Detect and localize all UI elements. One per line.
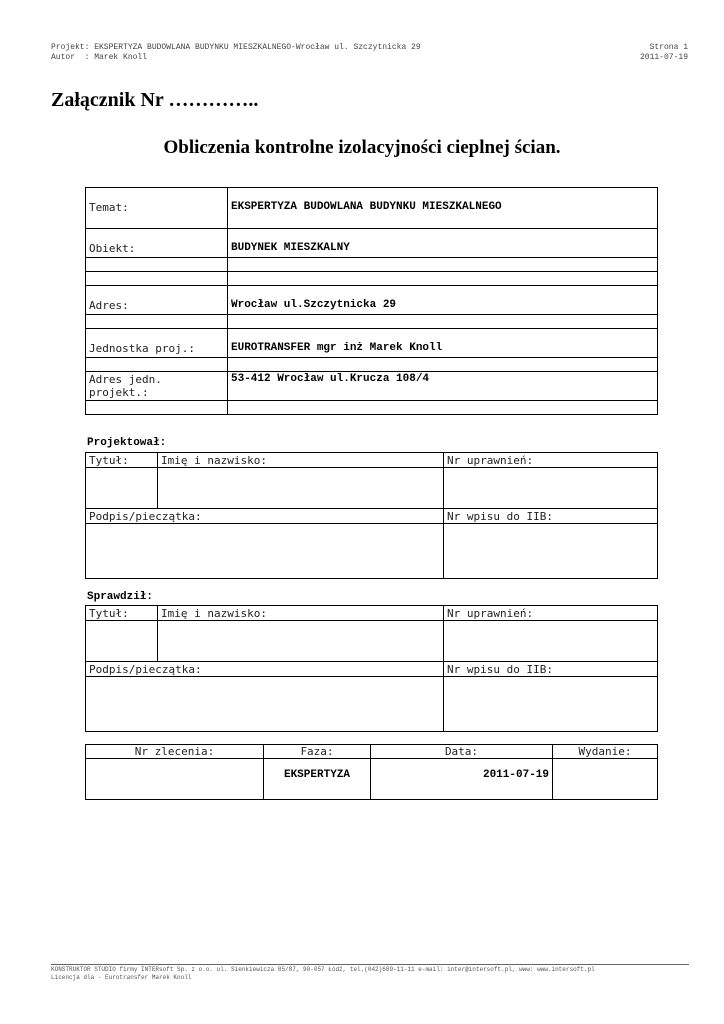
obiekt-label: Obiekt: bbox=[86, 229, 228, 258]
sprawdzil-tytul-label: Tytuł: bbox=[86, 606, 158, 621]
projektowal-heading: Projektował: bbox=[87, 437, 167, 449]
adres-label: Adres: bbox=[86, 286, 228, 315]
nr-zlecenia-label: Nr zlecenia: bbox=[86, 745, 264, 759]
sprawdzil-nr-wpisu-label: Nr wpisu do IIB: bbox=[444, 662, 658, 677]
wydanie-value bbox=[553, 759, 658, 800]
projektowal-nr-upr-label: Nr uprawnień: bbox=[444, 453, 658, 468]
temat-label: Temat: bbox=[86, 188, 228, 229]
sprawdzil-podpis-label: Podpis/pieczątka: bbox=[86, 662, 444, 677]
projektowal-nr-wpisu-label: Nr wpisu do IIB: bbox=[444, 509, 658, 524]
order-table bbox=[85, 744, 658, 800]
faza-value: EKSPERTYZA bbox=[264, 759, 371, 800]
header-date: 2011-07-19 bbox=[639, 53, 688, 62]
footer-license: Licencja dla - Eurotransfer Marek Knoll bbox=[51, 974, 192, 981]
page-footer bbox=[51, 966, 595, 982]
jednostka-value: EUROTRANSFER mgr inż Marek Knoll bbox=[228, 329, 658, 358]
jednostka-label: Jednostka proj.: bbox=[86, 329, 228, 358]
sprawdzil-table bbox=[85, 605, 658, 732]
data-value: 2011-07-19 bbox=[371, 759, 553, 800]
footer-divider bbox=[51, 964, 689, 965]
header-project: Projekt: EKSPERTYZA BUDOWLANA BUDYNKU MIESZKALNEGO-Wrocław ul. Szczytnicka 29 bbox=[51, 43, 421, 52]
adres-jedn-value: 53-412 Wrocław ul.Krucza 108/4 bbox=[228, 372, 658, 401]
adres-jedn-label: Adres jedn. projekt.: bbox=[86, 372, 228, 401]
header-author: Autor : Marek Knoll bbox=[51, 53, 148, 62]
adres-value: Wrocław ul.Szczytnicka 29 bbox=[228, 286, 658, 315]
projektowal-tytul-label: Tytuł: bbox=[86, 453, 158, 468]
faza-label: Faza: bbox=[264, 745, 371, 759]
sprawdzil-nr-upr-label: Nr uprawnień: bbox=[444, 606, 658, 621]
projektowal-imie-label: Imię i nazwisko: bbox=[158, 453, 444, 468]
obiekt-value: BUDYNEK MIESZKALNY bbox=[228, 229, 658, 258]
projektowal-podpis-label: Podpis/pieczątka: bbox=[86, 509, 444, 524]
project-info-table bbox=[85, 187, 658, 415]
nr-zlecenia-value bbox=[86, 759, 264, 800]
sprawdzil-imie-label: Imię i nazwisko: bbox=[158, 606, 444, 621]
page-header-left bbox=[51, 43, 421, 63]
temat-value: EKSPERTYZA BUDOWLANA BUDYNKU MIESZKALNEGO bbox=[228, 188, 658, 229]
attachment-title: Załącznik Nr ………….. bbox=[51, 89, 259, 111]
projektowal-table bbox=[85, 452, 658, 579]
header-page: Strona 1 bbox=[649, 43, 688, 52]
document-subtitle: Obliczenia kontrolne izolacyjności cieplnej ścian. bbox=[163, 137, 561, 158]
data-label: Data: bbox=[371, 745, 553, 759]
wydanie-label: Wydanie: bbox=[553, 745, 658, 759]
page-header-right bbox=[640, 43, 688, 63]
sprawdzil-heading: Sprawdził: bbox=[87, 591, 154, 603]
footer-company: KONSTRUKTOR STUDIO firmy INTERsoft Sp. z o.o. ul. Sienkiewicza 85/87, 90-057 Łódź, tel.(042)689-11-11 e-mail: inter@intersoft.pl, www: www.intersoft.pl bbox=[51, 966, 595, 973]
